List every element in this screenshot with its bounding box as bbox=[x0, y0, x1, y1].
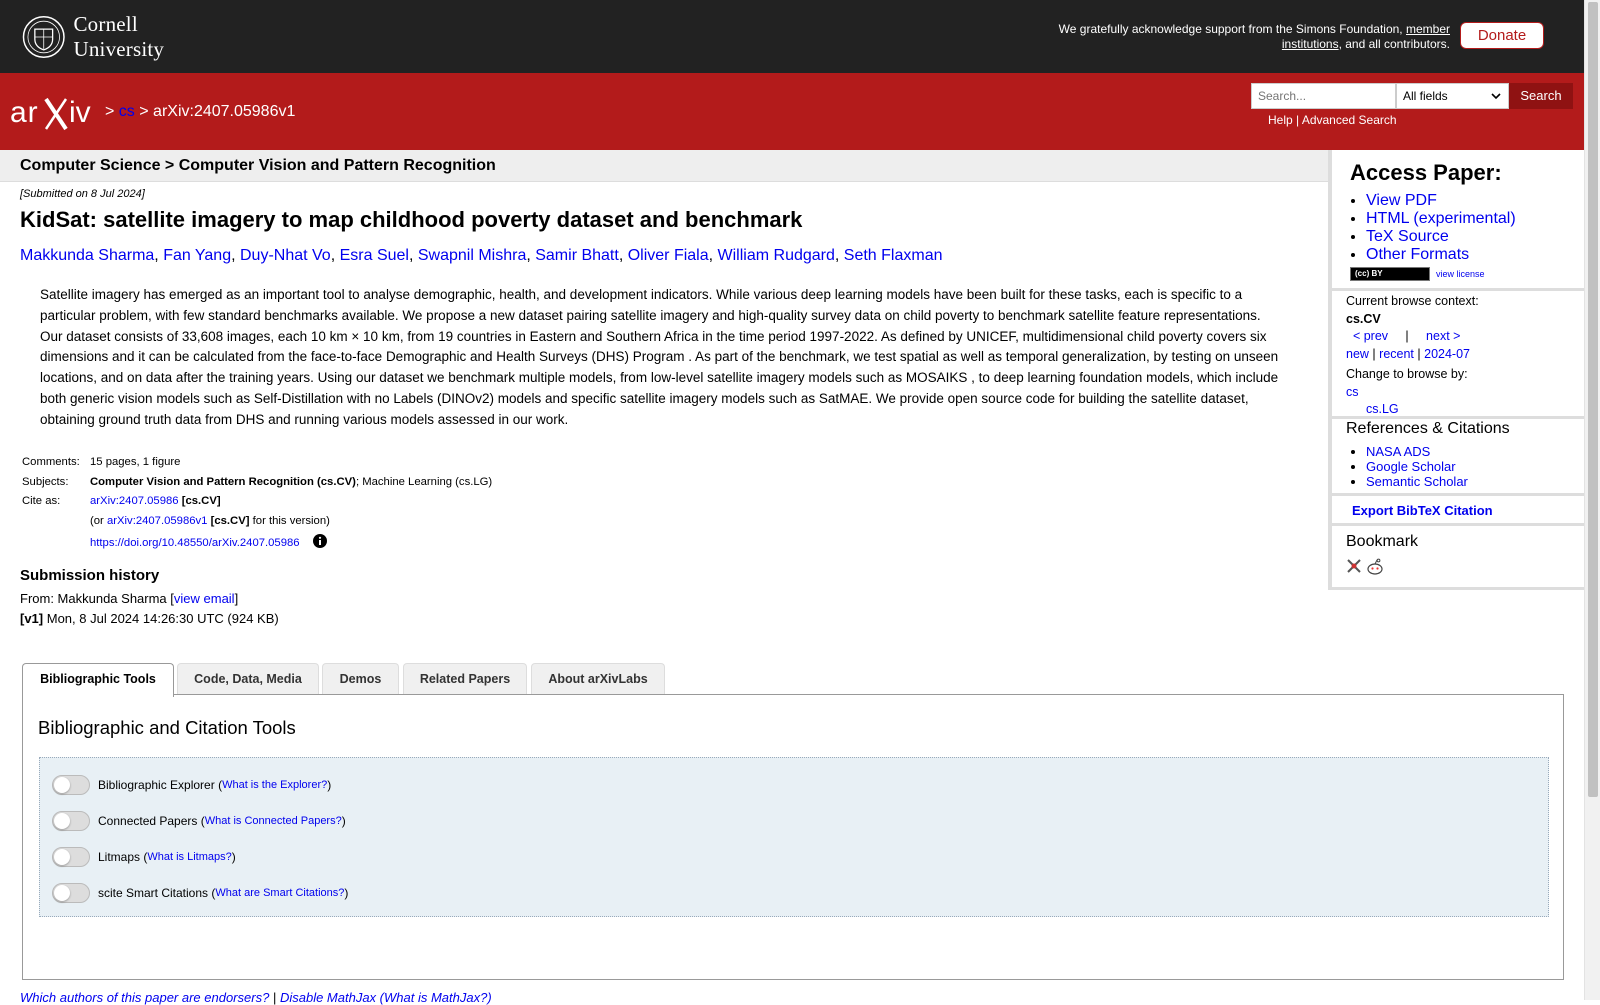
toggle-knob bbox=[54, 885, 70, 901]
litmaps-toggle[interactable] bbox=[52, 847, 90, 867]
tab-related-papers[interactable]: Related Papers bbox=[403, 663, 527, 695]
bookmark-box bbox=[1332, 526, 1584, 590]
panel-title: Bibliographic and Citation Tools bbox=[38, 717, 296, 738]
browse-context bbox=[1346, 293, 1479, 419]
right-sidebar bbox=[1328, 150, 1584, 590]
view-email-link[interactable]: view email bbox=[173, 591, 235, 606]
nav-separator: | bbox=[1405, 329, 1409, 343]
view-pdf-link[interactable]: View PDF bbox=[1366, 192, 1437, 209]
cite-version-suffix: for this version) bbox=[252, 514, 330, 527]
context-nav bbox=[1346, 328, 1479, 346]
next-link[interactable]: next > bbox=[1426, 329, 1461, 343]
prev-link[interactable]: < prev bbox=[1352, 329, 1389, 343]
google-scholar-link[interactable]: Google Scholar bbox=[1366, 459, 1456, 474]
ack-text: We gratefully acknowledge support from the Simons Foundation, bbox=[1058, 22, 1403, 36]
tab-bibliographic-tools[interactable]: Bibliographic Tools bbox=[22, 663, 174, 697]
abstract: Satellite imagery has emerged as an important tool to analyse demographic, health, and development indicators. While various deep learning models have been built for these tasks, each is specific to a particular problem, with few standard benchmarks available. We propose a new dataset pairing satellite imagery and high-quality survey data on child poverty to benchmark satellite feature representations. Our dataset consists of 33,608 images, each 10 km × 10 km, from 19 countries in Eastern and Southern Africa in the time period 1997-2022. As defined by UNICEF, multidimensional child poverty covers six dimensions and it can be calculated from the face-to-face Demographic and Health Surveys (DHS) Program . As part of the benchmark, we test spatial as well as temporal generalization, by testing on unseen locations, and on data after the training years. Using our dataset we benchmark multiple models, from low-level satellite imagery models such as MOSAIKS , to deep learning foundation models, which include both generic vision models such as Self-Distillation with no Labels (DINOv2) models and specific satellite imagery models such as SatMAE. We provide open source code for building the satellite dataset, obtaining ground truth data from DHS and running various models assessed in our work. bbox=[40, 287, 1279, 427]
cite-version-link[interactable]: arXiv:2407.05986v1 bbox=[106, 514, 208, 527]
endorsers-link[interactable]: Which authors of this paper are endorsers? bbox=[20, 990, 270, 1005]
author-link[interactable]: Seth Flaxman bbox=[843, 247, 943, 264]
browse-cs-link[interactable]: cs bbox=[1346, 384, 1359, 399]
author-separator: , bbox=[330, 247, 340, 264]
subjects-row bbox=[20, 476, 494, 496]
change-browse-label: Change to browse by: bbox=[1346, 367, 1468, 381]
help-link[interactable]: Help bbox=[1268, 113, 1293, 127]
tool-scite: scite Smart Citations ( What are Smart Citations? ) bbox=[52, 883, 348, 903]
ref-item bbox=[1366, 444, 1468, 459]
author-link[interactable]: Esra Suel bbox=[339, 247, 409, 264]
other-formats-link[interactable]: Other Formats bbox=[1366, 246, 1470, 263]
subjects-label: Subjects: bbox=[22, 475, 69, 488]
ref-item bbox=[1366, 474, 1468, 489]
tool-name: Litmaps bbox=[98, 850, 141, 864]
cite-version-row bbox=[20, 515, 494, 535]
bibliographic-tools-panel bbox=[22, 694, 1564, 980]
paper-title: KidSat: satellite imagery to map childhood poverty dataset and benchmark bbox=[20, 207, 803, 232]
search-input[interactable] bbox=[1251, 83, 1396, 109]
access-item bbox=[1366, 192, 1516, 210]
cite-tag: [cs.CV] bbox=[181, 495, 221, 507]
primary-subject: Computer Vision and Pattern Recognition (cs.CV) bbox=[90, 475, 356, 488]
subject-title: Computer Science > Computer Vision and Pattern Recognition bbox=[20, 157, 496, 174]
version-detail: Mon, 8 Jul 2024 14:26:30 UTC (924 KB) bbox=[46, 611, 279, 626]
access-paper-box bbox=[1332, 150, 1584, 291]
subject-header bbox=[0, 150, 1328, 182]
svg-text:iv: iv bbox=[69, 96, 91, 129]
cite-label: Cite as: bbox=[22, 495, 61, 507]
bibsonomy-icon[interactable] bbox=[1346, 558, 1362, 574]
tool-name: scite Smart Citations bbox=[98, 886, 209, 900]
submission-date: [Submitted on 8 Jul 2024] bbox=[20, 188, 145, 200]
search-field-value: All fields bbox=[1403, 89, 1448, 103]
reddit-icon[interactable] bbox=[1366, 558, 1384, 576]
html-link[interactable]: HTML (experimental) bbox=[1366, 210, 1516, 227]
ack-text-end: , and all contributors. bbox=[1338, 37, 1450, 51]
author-separator: , bbox=[708, 247, 718, 264]
metadata-table bbox=[20, 456, 494, 554]
access-item bbox=[1366, 246, 1516, 264]
submission-history-title: Submission history bbox=[20, 567, 160, 584]
arxiv-logo-icon[interactable] bbox=[10, 93, 102, 133]
version-entry bbox=[20, 611, 279, 626]
what-is-litmaps-link[interactable]: What is Litmaps? bbox=[147, 851, 232, 863]
context-label: Current browse context: bbox=[1346, 294, 1479, 308]
nav-separator: | bbox=[1417, 346, 1421, 361]
bookmark-title: Bookmark bbox=[1346, 533, 1419, 550]
bibtex-box bbox=[1332, 496, 1584, 526]
author-separator: , bbox=[618, 247, 628, 264]
top-banner bbox=[0, 0, 1584, 73]
references-title: References & Citations bbox=[1346, 420, 1510, 437]
month-link[interactable]: 2024-07 bbox=[1424, 346, 1470, 361]
search-field-select[interactable] bbox=[1396, 83, 1509, 109]
submission-from bbox=[20, 591, 238, 606]
tab-code-data-media[interactable]: Code, Data, Media bbox=[177, 663, 319, 695]
tools-box bbox=[39, 757, 1549, 917]
references-list bbox=[1346, 444, 1468, 489]
bookmark-icons bbox=[1346, 558, 1384, 576]
access-paper-title: Access Paper: bbox=[1350, 160, 1502, 185]
link-separator: | bbox=[1296, 113, 1300, 127]
university-name: Cornell University bbox=[73, 12, 165, 61]
secondary-subject: ; Machine Learning (cs.LG) bbox=[355, 475, 493, 488]
breadcrumb bbox=[105, 103, 295, 121]
author-list bbox=[20, 247, 943, 265]
connected-papers-toggle[interactable] bbox=[52, 811, 90, 831]
cornell-seal-icon bbox=[22, 15, 65, 59]
author-link[interactable]: Fan Yang bbox=[163, 247, 232, 264]
advanced-search-link[interactable]: Advanced Search bbox=[1301, 113, 1397, 127]
scrollbar-thumb[interactable] bbox=[1588, 2, 1598, 797]
cite-value bbox=[88, 495, 494, 515]
comments-row bbox=[20, 456, 494, 476]
author-separator: , bbox=[526, 247, 536, 264]
breadcrumb-current: arXiv:2407.05986v1 bbox=[153, 103, 296, 120]
what-is-mathjax-link[interactable]: What is MathJax? bbox=[384, 990, 488, 1005]
author-separator: , bbox=[408, 247, 418, 264]
info-icon[interactable] bbox=[313, 534, 327, 548]
author-link[interactable]: Swapnil Mishra bbox=[417, 247, 527, 264]
cornell-logo[interactable] bbox=[22, 14, 232, 60]
explorer-toggle[interactable] bbox=[52, 775, 90, 795]
toggle-knob bbox=[54, 777, 70, 793]
nasa-ads-link[interactable]: NASA ADS bbox=[1366, 444, 1431, 459]
cc-by-license-icon[interactable]: (cc) BY bbox=[1350, 267, 1430, 281]
browse-cslg-link[interactable]: cs.LG bbox=[1366, 402, 1399, 416]
cite-version-value bbox=[88, 515, 494, 535]
chevron-down-icon bbox=[1490, 90, 1502, 102]
from-close: ] bbox=[234, 591, 239, 606]
context-lists bbox=[1346, 346, 1479, 364]
license bbox=[1350, 267, 1485, 281]
member-institutions-link[interactable]: member institutions bbox=[1281, 22, 1450, 51]
search-button[interactable]: Search bbox=[1509, 83, 1573, 109]
doi-link[interactable]: https://doi.org/10.48550/arXiv.2407.05986 bbox=[90, 537, 300, 549]
what-is-connected-papers-link[interactable]: What is Connected Papers? bbox=[204, 815, 342, 827]
author-link[interactable]: William Rudgard bbox=[717, 247, 835, 264]
doi-value bbox=[88, 534, 494, 554]
toggle-knob bbox=[54, 849, 70, 865]
breadcrumb-separator: > bbox=[105, 103, 115, 120]
references-box bbox=[1332, 419, 1584, 496]
disable-mathjax-link[interactable]: Disable MathJax bbox=[279, 990, 377, 1005]
author-link[interactable]: Samir Bhatt bbox=[535, 247, 619, 264]
tool-connected-papers: Connected Papers ( What is Connected Papers? ) bbox=[52, 811, 346, 831]
tool-litmaps: Litmaps ( What is Litmaps? ) bbox=[52, 847, 236, 867]
ref-item bbox=[1366, 459, 1468, 474]
support-acknowledgement bbox=[1030, 22, 1450, 52]
doi-row bbox=[20, 534, 494, 554]
context-value: cs.CV bbox=[1346, 311, 1381, 326]
nav-separator: | bbox=[1372, 346, 1376, 361]
tool-name: Connected Papers bbox=[98, 814, 198, 828]
footer-links: Which authors of this paper are endorsers? | Disable MathJax (What is MathJax?) bbox=[20, 990, 492, 1005]
author-link[interactable]: Oliver Fiala bbox=[627, 247, 709, 264]
tex-source-link[interactable]: TeX Source bbox=[1366, 228, 1449, 245]
breadcrumb-separator: > bbox=[139, 103, 149, 120]
access-links bbox=[1350, 192, 1516, 264]
cite-version-tag: [cs.CV] bbox=[210, 514, 250, 527]
subjects-value bbox=[88, 476, 494, 496]
author-separator: , bbox=[834, 247, 844, 264]
what-is-explorer-link[interactable]: What is the Explorer? bbox=[222, 779, 328, 791]
footer-separator: | bbox=[272, 990, 277, 1005]
cite-row bbox=[20, 495, 494, 515]
from-text: From: Makkunda Sharma [ bbox=[20, 591, 174, 606]
version-tag: [v1] bbox=[20, 611, 44, 626]
view-license-link[interactable]: view license bbox=[1436, 269, 1485, 279]
author-separator: , bbox=[231, 247, 240, 264]
scite-toggle[interactable] bbox=[52, 883, 90, 903]
tool-name: Bibliographic Explorer bbox=[98, 778, 215, 792]
browse-context-box bbox=[1332, 291, 1584, 419]
cite-id-link[interactable]: arXiv:2407.05986 bbox=[90, 495, 179, 507]
arxiv-header bbox=[0, 73, 1584, 150]
page-scrollbar[interactable] bbox=[1584, 0, 1600, 1000]
comments-value: 15 pages, 1 figure bbox=[90, 456, 181, 468]
access-item bbox=[1366, 228, 1516, 246]
breadcrumb-cs[interactable]: cs bbox=[118, 103, 135, 120]
access-item bbox=[1366, 210, 1516, 228]
tab-about-arxivlabs[interactable]: About arXivLabs bbox=[531, 663, 665, 695]
semantic-scholar-link[interactable]: Semantic Scholar bbox=[1366, 474, 1468, 489]
author-separator: , bbox=[154, 247, 164, 264]
svg-text:ar: ar bbox=[10, 96, 39, 129]
export-bibtex-link[interactable]: Export BibTeX Citation bbox=[1352, 503, 1493, 518]
toggle-knob bbox=[54, 813, 70, 829]
tool-bibliographic-explorer: Bibliographic Explorer ( What is the Explorer? ) bbox=[52, 775, 331, 795]
author-link[interactable]: Duy-Nhat Vo bbox=[239, 247, 331, 264]
new-link[interactable]: new bbox=[1346, 346, 1369, 361]
donate-button[interactable]: Donate bbox=[1460, 22, 1544, 49]
header-links bbox=[1268, 113, 1397, 127]
recent-link[interactable]: recent bbox=[1379, 346, 1414, 361]
cite-or: (or bbox=[90, 514, 104, 527]
what-are-smart-citations-link[interactable]: What are Smart Citations? bbox=[215, 887, 345, 899]
author-link[interactable]: Makkunda Sharma bbox=[20, 247, 155, 264]
tab-demos[interactable]: Demos bbox=[322, 663, 399, 695]
comments-label: Comments: bbox=[22, 456, 80, 468]
